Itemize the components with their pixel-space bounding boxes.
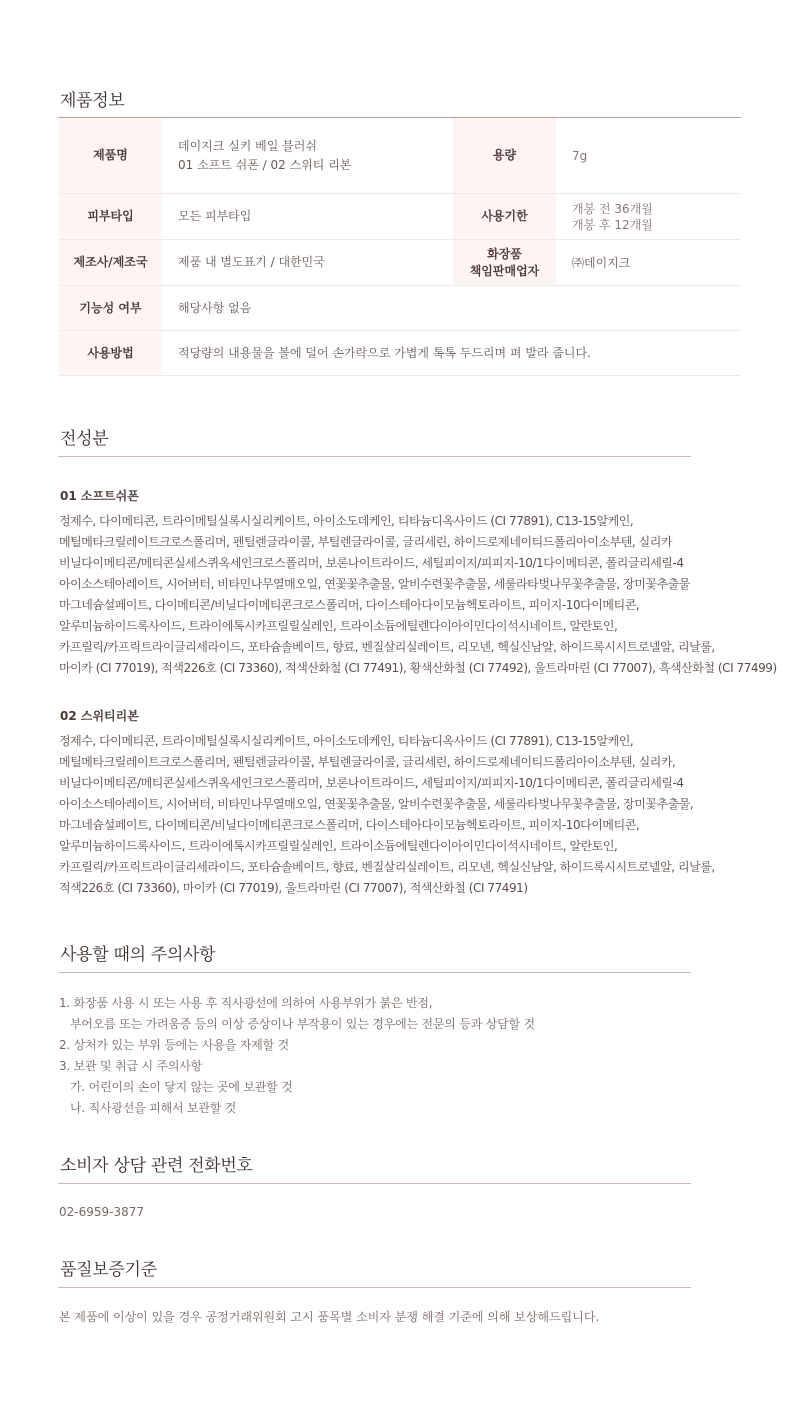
ingredient-line: 정제수, 다이메티콘, 트라이메틸실록시실리케이트, 아이소도데케인, 티타늄디옥사이드 (CI 77891), C13-15알케인, — [59, 514, 634, 528]
quality-text: 본 제품에 이상이 있을 경우 공정거래위원회 고시 품목별 소비자 분쟁 해결 기준에 의해 보상해드립니다. — [59, 1310, 600, 1324]
cautions-title: 사용할 때의 주의사항 — [60, 945, 216, 965]
ingredient-line: 카프릴릭/카프릭트라이글리세라이드, 포타슘솔베이트, 향료, 벤질살리실레이트, 리모넨, 헥실신남알, 하이드록시시트로넬알, 리날룰, — [59, 860, 715, 874]
ingredient-line: 알루미늄하이드록사이드, 트라이에톡시카프릴릴실레인, 트라이소듐에틸렌다이아이민다이석시네이트, 알란토인, — [59, 619, 618, 633]
info-value-seller: ㈜데이지크 — [572, 255, 631, 270]
info-label-skin-type: 피부타입 — [59, 194, 162, 239]
ingredient-line: 비닐다이메티콘/메티콘실세스퀴옥세인크로스폴리머, 보론나이트라이드, 세틸피이지/피피지-10/1다이메티콘, 폴리글리세릴-4 — [59, 776, 684, 790]
info-row-usage — [59, 331, 741, 376]
ingredient-line: 비닐다이메티콘/메티콘실세스퀴옥세인크로스폴리머, 보론나이트라이드, 세틸피이지/피피지-10/1다이메티콘, 폴리글리세릴-4 — [59, 556, 684, 570]
ingredient-line: 알루미늄하이드록사이드, 트라이에톡시카프릴릴실레인, 트라이소듐에틸렌다이아이민다이석시네이트, 알란토인, — [59, 839, 618, 853]
info-value-expiry — [556, 194, 741, 239]
product-name-line: 데이지크 실키 베일 블러쉬 — [178, 138, 317, 153]
info-label-seller — [453, 240, 556, 285]
quality-title: 품질보증기준 — [60, 1260, 157, 1280]
ingredient-line: 적색226호 (CI 73360), 마이카 (CI 77019), 울트라마린 (CI 77007), 적색산화철 (CI 77491) — [59, 881, 528, 895]
info-label-product-name: 제품명 — [59, 118, 162, 193]
caution-item: 3. 보관 및 취급 시 주의사항 — [59, 1059, 203, 1073]
ingredients-group-soft-chiffon-list — [59, 511, 777, 679]
ingredient-line: 아이소스테아레이트, 시어버터, 비타민나무열매오일, 연꽃꽃추출물, 알비수련꽃추출물, 세룰라타벚나무꽃추출물, 장미꽃추출물 — [59, 577, 690, 591]
consumer-phone: 02-6959-3877 — [59, 1205, 145, 1219]
expiry-before-open: 개봉 전 36개월 — [572, 201, 653, 216]
ingredients-group-soft-chiffon-title: 01 소프트쉬폰 — [60, 489, 139, 503]
info-value-usage: 적당량의 내용물을 볼에 덜어 손가락으로 가볍게 톡톡 두드리며 펴 발라 줍니다. — [178, 345, 591, 360]
ingredient-line: 메틸메타크릴레이트크로스폴리머, 펜틸렌글라이콜, 부틸렌글라이콜, 글리세린, 하이드로제네이티드폴리아이소부텐, 실리카 — [59, 535, 673, 549]
ingredient-line: 마이카 (CI 77019), 적색226호 (CI 73360), 적색산화철 (CI 77491), 황색산화철 (CI 77492), 울트라마린 (CI 77007), 흑색산화철 (CI 77499) — [59, 661, 777, 675]
caution-item: 2. 상처가 있는 부위 등에는 사용을 자제할 것 — [59, 1038, 290, 1052]
product-info-title: 제품정보 — [60, 91, 125, 111]
info-label-usage: 사용방법 — [59, 331, 162, 375]
expiry-after-open: 개봉 후 12개월 — [572, 217, 653, 232]
ingredient-line: 메틸메타크릴레이트크로스폴리머, 펜틸렌글라이콜, 부틸렌글라이콜, 글리세린, 하이드로제네이티드폴리아이소부텐, 실리카, — [59, 755, 676, 769]
cautions-list — [59, 993, 535, 1119]
ingredient-line: 정제수, 다이메티콘, 트라이메틸실록시실리케이트, 아이소도데케인, 티타늄디옥사이드 (CI 77891), C13-15알케인, — [59, 734, 634, 748]
info-value-product-name — [162, 118, 453, 193]
info-value-skin-type: 모든 피부타입 — [178, 209, 252, 223]
info-label-functional: 기능성 여부 — [59, 286, 162, 330]
info-label-expiry: 사용기한 — [453, 194, 556, 239]
seller-label-line-2: 책임판매업자 — [469, 263, 540, 278]
info-row-skin-type — [59, 194, 741, 240]
info-value-volume: 7g — [572, 148, 588, 163]
info-label-volume: 용량 — [453, 118, 556, 193]
ingredient-line: 마그네슘설페이트, 다이메티콘/비닐다이메티콘크로스폴리머, 다이스테아다이모늄헥토라이트, 피이지-10다이메티콘, — [59, 818, 640, 832]
caution-item: 1. 화장품 사용 시 또는 사용 후 직사광선에 의하여 사용부위가 붉은 반점, — [59, 996, 433, 1010]
caution-sub-item: 가. 어린이의 손이 닿지 않는 곳에 보관할 것 — [70, 1080, 293, 1094]
ingredients-group-sweety-ribbon-title: 02 스위티리본 — [60, 709, 139, 723]
caution-sub-item: 나. 직사광선을 피해서 보관할 것 — [70, 1101, 237, 1115]
info-row-product-name — [59, 118, 741, 194]
info-label-manufacturer: 제조사/제조국 — [59, 240, 162, 285]
info-value-functional: 해당사항 없음 — [178, 300, 252, 315]
seller-label-line-1: 화장품 — [487, 246, 522, 261]
ingredients-group-sweety-ribbon-list — [59, 731, 715, 899]
product-info-table — [59, 118, 741, 376]
ingredients-title: 전성분 — [60, 429, 109, 449]
product-shades-line: 01 소프트 쉬폰 / 02 스위티 리본 — [178, 157, 352, 172]
ingredient-line: 아이소스테아레이트, 시어버터, 비타민나무열매오일, 연꽃꽃추출물, 알비수련꽃추출물, 세룰라타벚나무꽃추출물, 장미꽃추출물, — [59, 797, 694, 811]
cautions-rule — [58, 972, 691, 973]
info-value-manufacturer: 제품 내 별도표기 / 대한민국 — [178, 255, 325, 269]
info-row-functional — [59, 286, 741, 331]
info-row-manufacturer — [59, 240, 741, 286]
ingredients-rule — [58, 456, 691, 457]
quality-rule — [58, 1287, 691, 1288]
caution-item-continued: 부어오름 또는 가려움증 등의 이상 증상이나 부작용이 있는 경우에는 전문의 등과 상담할 것 — [70, 1017, 535, 1031]
consumer-contact-rule — [58, 1183, 691, 1184]
consumer-contact-title: 소비자 상담 관련 전화번호 — [60, 1156, 253, 1176]
ingredient-line: 마그네슘설페이트, 다이메티콘/비닐다이메티콘크로스폴리머, 다이스테아다이모늄헥토라이트, 피이지-10다이메티콘, — [59, 598, 640, 612]
ingredient-line: 카프릴릭/카프릭트라이글리세라이드, 포타슘솔베이트, 향료, 벤질살리실레이트, 리모넨, 헥실신남알, 하이드록시시트로넬알, 리날룰, — [59, 640, 715, 654]
